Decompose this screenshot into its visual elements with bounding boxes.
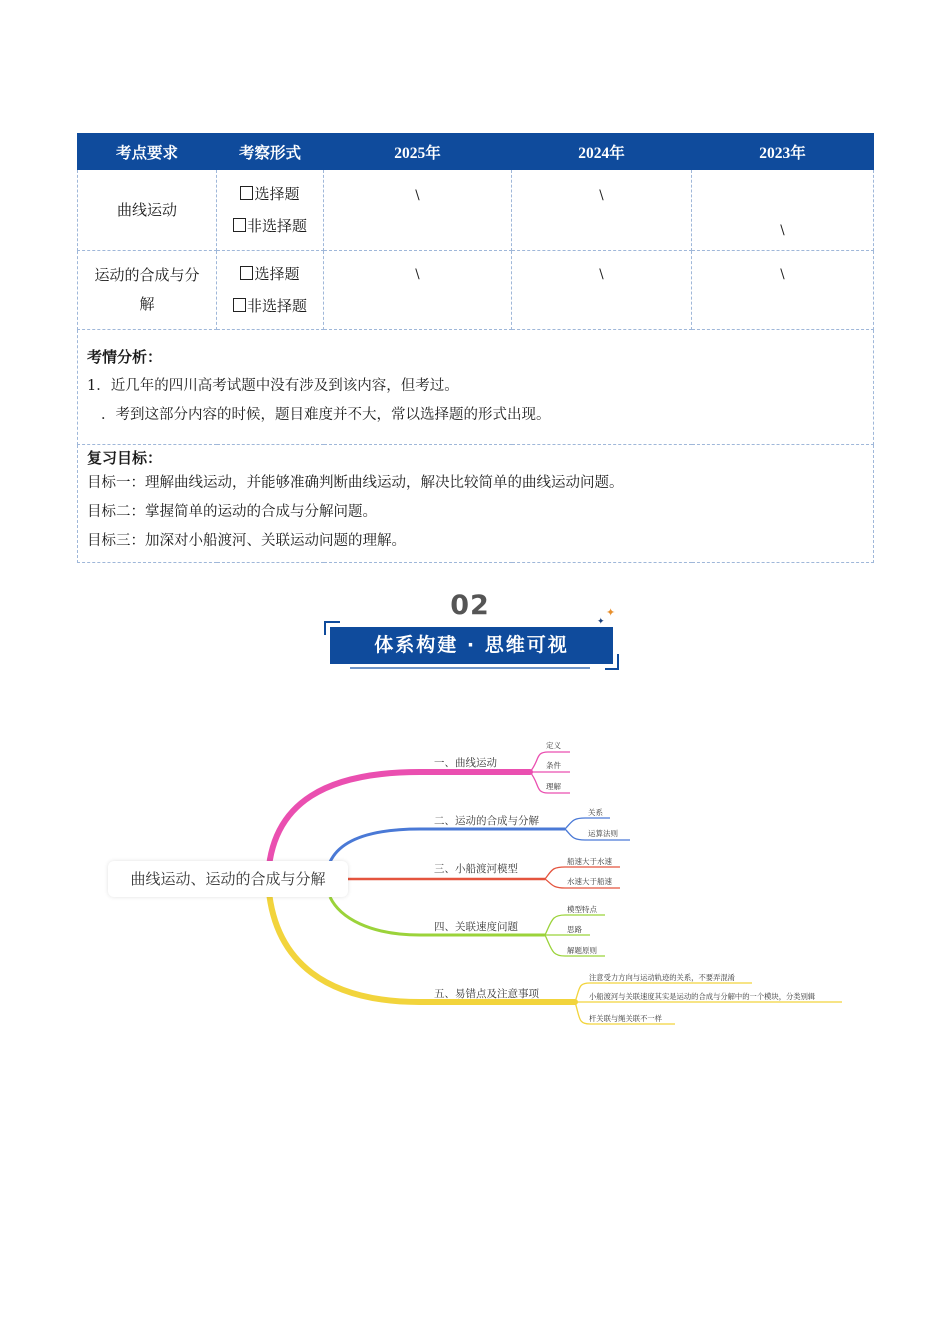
cell-2023: \ [692, 170, 874, 251]
leaf-label: 模型特点 [567, 905, 597, 914]
cell-2025: \ [324, 170, 512, 251]
branch-label-2: 二、运动的合成与分解 [434, 815, 539, 827]
leaf-label: 船速大于水速 [567, 857, 612, 866]
cell-2025: \ [324, 251, 512, 330]
branch-label-5: 五、易错点及注意事项 [434, 988, 539, 1000]
leaf-label: 思路 [567, 925, 582, 934]
sub-line [565, 818, 610, 829]
mindmap-root-label: 曲线运动、运动的合成与分解 [130, 870, 326, 888]
analysis-title: 考情分析： [87, 348, 163, 366]
leaf-label: 注意受力方向与运动轨迹的关系，不要弄混淆 [589, 973, 735, 982]
sparkle-icon: ✦ [606, 606, 616, 619]
leaf-label: 杆关联与绳关联不一样 [589, 1014, 662, 1023]
analysis-line-1: 1．近几年的四川高考试题中没有涉及到该内容，但考过。 [87, 378, 459, 394]
branch-label-3: 三、小船渡河模型 [434, 863, 518, 875]
leaf-label: 水速大于船速 [567, 877, 612, 886]
cell-2023: \ [692, 251, 874, 330]
section-number: 02 [450, 590, 490, 621]
leaf-label: 关系 [588, 808, 603, 817]
section-title: 体系构建 · 思维可视 [374, 634, 569, 656]
header-2024: 2024年 [512, 134, 692, 170]
header-topic: 考点要求 [78, 134, 217, 170]
leaf-label: 运算法则 [588, 829, 618, 838]
sparkle-small-icon: ✦ [597, 617, 605, 627]
option-label: 非选择题 [246, 297, 307, 315]
goal-item-2: 目标二：掌握简单的运动的合成与分解问题。 [87, 504, 377, 520]
cell-2024: \ [512, 251, 692, 330]
header-2025: 2025年 [324, 134, 512, 170]
option-label: 非选择题 [246, 217, 307, 235]
leaf-label: 理解 [546, 782, 561, 791]
topic-label-line1: 运动的合成与分 [94, 266, 200, 284]
leaf-label: 小船渡河与关联速度其实是运动的合成与分解中的一个模块，分类别辑 [589, 992, 816, 1001]
goals-title: 复习目标： [87, 449, 163, 467]
leaf-label: 条件 [546, 761, 561, 770]
option-label: 选择题 [254, 265, 300, 283]
header-form: 考察形式 [217, 134, 324, 170]
topic-label: 曲线运动 [116, 200, 177, 219]
goal-item-1: 目标一：理解曲线运动，并能够准确判断曲线运动，解决比较简单的曲线运动问题。 [87, 475, 624, 491]
analysis-line-2: ．考到这部分内容的时候，题目难度并不大，常以选择题的形式出现。 [101, 407, 551, 423]
branch-label-4: 四、关联速度问题 [434, 921, 518, 933]
topic-label-line2: 解 [139, 295, 155, 313]
leaf-label: 解题原则 [567, 946, 597, 955]
option-label: 选择题 [254, 185, 300, 203]
cell-2024: \ [512, 170, 692, 251]
branch-label-1: 一、曲线运动 [434, 757, 497, 769]
branch-line-5 [268, 880, 575, 1002]
header-2023: 2023年 [692, 134, 874, 170]
goal-item-3: 目标三：加深对小船渡河、关联运动问题的理解。 [87, 533, 406, 549]
branch-line-2 [330, 829, 565, 862]
leaf-label: 定义 [546, 741, 561, 750]
